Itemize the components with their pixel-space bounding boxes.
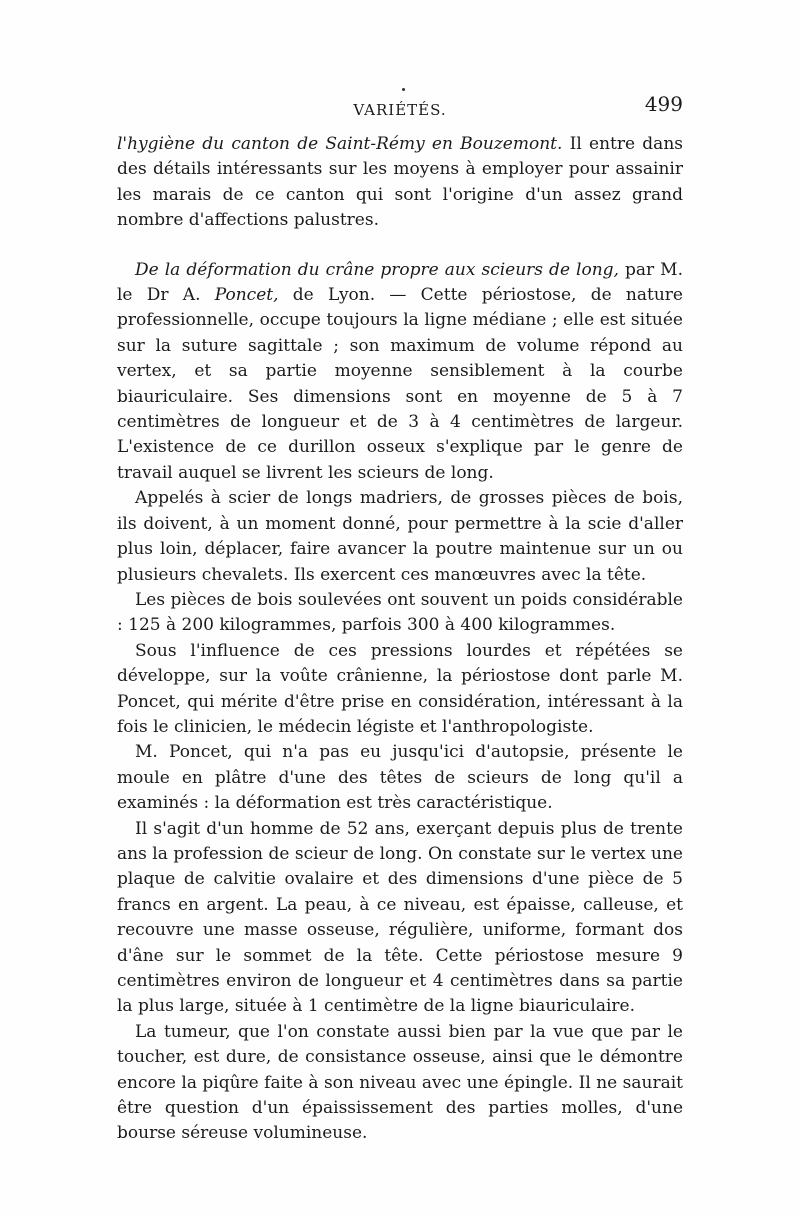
paragraph-deformation-body: de Lyon. — Cette périostose, de nature professionnelle, occupe toujours la ligne médiane ; elle est située sur la suture sagittale ; son maximum de volume répond au vertex, et sa partie moyenne sensiblement à la courbe biauriculaire. Ses dimensions sont en moyenne de 5 à 7 centimètres de longueur et de 3 à 4 centimètres de largeur. L'existence de ce durillon osseux s'explique par le genre de travail auquel se livrent les scieurs de long.	[117, 285, 683, 483]
page-header	[117, 92, 683, 132]
paragraph-moule: M. Poncet, qui n'a pas eu jusqu'ici d'autopsie, présente le moule en plâtre d'une des têtes de scieurs de long qu'il a examinés : la déformation est très caractéristique.	[117, 742, 683, 814]
paragraph-hygiene	[117, 132, 683, 234]
paragraph-hygiene-text: Il entre dans des détails intéressants sur les moyens à employer pour assainir les marais de ce canton qui sont l'origine d'un assez grand nombre d'affections palustres.	[117, 134, 683, 231]
paragraph-deformation	[117, 258, 683, 487]
paragraph-influence: Sous l'influence de ces pressions lourdes et répétées se développe, sur la voûte crânienne, la périostose dont parle M. Poncet, qui mérite d'être prise en considération, intéressant à la fois le clinicien, le médecin légiste et l'anthropologiste.	[117, 640, 683, 737]
paragraph-scier: Appelés à scier de longs madriers, de grosses pièces de bois, ils doivent, à un moment donné, pour permettre à la scie d'aller plus loin, déplacer, faire avancer la poutre maintenue sur un ou plusieurs chevalets. Ils exercent ces manœuvres avec la tête.	[117, 488, 683, 585]
paragraph-tumeur: La tumeur, que l'on constate aussi bien par la vue que par le toucher, est dure, de consistance osseuse, ainsi que le démontre encore la piqûre faite à son niveau avec une épingle. Il ne saurait être question d'un épaississement des parties molles, d'une bourse séreuse volumineuse.	[117, 1021, 683, 1144]
page-number: 499	[644, 92, 683, 116]
paragraph-deformation-title: De la déformation du crâne propre aux scieurs de long,	[135, 259, 619, 280]
page-text-block	[117, 92, 683, 1147]
paragraph-poids: Les pièces de bois soulevées ont souvent un poids considérable : 125 à 200 kilogrammes, parfois 300 à 400 kilogrammes.	[117, 589, 683, 636]
running-head: VARIÉTÉS.	[353, 101, 447, 119]
header-dot	[402, 88, 405, 91]
paragraph-hygiene-italic: l'hygiène du canton de Saint-Rémy en Bouzemont.	[117, 134, 563, 154]
author-name: Poncet,	[214, 285, 279, 306]
paragraph-deformation-text: par M. le Dr A.	[117, 259, 683, 306]
paragraph-homme: Il s'agit d'un homme de 52 ans, exerçant depuis plus de trente ans la profession de scieur de long. On constate sur le vertex une plaque de calvitie ovalaire et des dimensions d'une pièce de 5 francs en argent. La peau, à ce niveau, est épaisse, calleuse, et recouvre une masse osseuse, régulière, uniforme, formant dos d'âne sur le sommet de la tête. Cette périostose mesure 9 centimètres environ de longueur et 4 centimètres dans sa partie la plus large, située à 1 centimètre de la ligne biauriculaire.	[117, 818, 683, 1017]
